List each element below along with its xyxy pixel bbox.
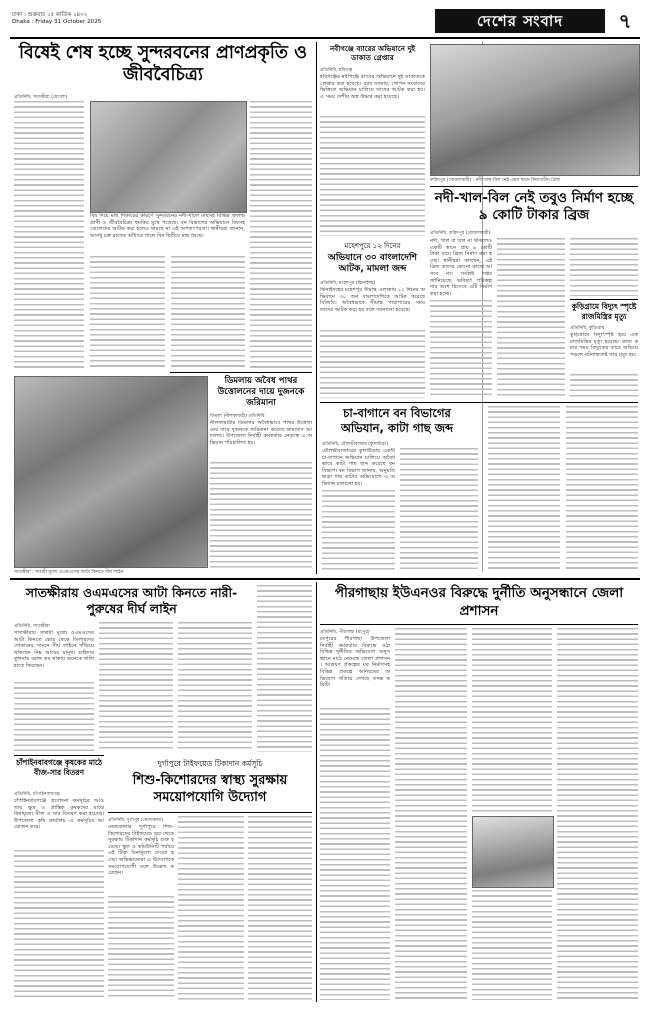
body-river-raid-more xyxy=(320,116,425,236)
body-oms-col2 xyxy=(99,622,173,752)
byline-sundarbans: প্রতিনিধি, সাতক্ষীরা (মোংলা) xyxy=(14,95,68,100)
body-tea-col2 xyxy=(400,448,478,570)
byline-satkhira-oms: প্রতিনিধি, সাতক্ষীরা xyxy=(14,624,50,629)
body-tea-col1 xyxy=(322,490,395,570)
body-chapai-more xyxy=(14,850,104,1000)
rule-pirgachha xyxy=(320,624,638,625)
body-chapai: চাঁপাইনবাবগঞ্জে প্রণোদনা কর্মসূচির আওতায় ক্ষুদ্র ও প্রান্তিক কৃষকদের মাঝে বিনামূল্যে বীজ ও সার বিতরণ করা হয়েছে। উপজেলা কৃষি কার্যালয় এ কর্মসূচির আয়োজন করে। xyxy=(14,798,104,831)
body-sundarbans-col4 xyxy=(250,101,312,369)
caption-bridge: ফরিদপুর (বোয়ালমারী) : নদী-খাল-বিল নেই এমন স্থানে নির্মাণাধীন ব্রিজ xyxy=(430,178,560,183)
byline-chapai: প্রতিনিধি, চাঁপাইনবাবগঞ্জ xyxy=(14,792,60,797)
headline-sundarbans: বিষেই শেষ হচ্ছে সুন্দরবনের প্রাণপ্রকৃতি ও জীববৈচিত্র্য xyxy=(18,43,307,85)
headline-river-raid: নবীগঞ্জে ব্যারের অভিযানে দুই ডাকাত গ্রেপ্তার xyxy=(329,44,416,62)
body-dimla-more xyxy=(210,462,312,570)
body-pir-col3b xyxy=(472,890,552,1000)
body-river-raid: হবিগঞ্জের নবীগঞ্জে র‍্যাবের অভিযানে দুই ডাকাতকে গ্রেপ্তার করা হয়েছে। র‍্যাব জানায়, গোপন সংবাদের ভিত্তিতে অভিযান চালিয়ে তাদের আটক করা হয়। এ সময় দেশীয় অস্ত্র উদ্ধার করা হয়েছে। xyxy=(320,74,425,100)
byline-dimla: ডিমলা (নীলফামারী) প্রতিনিধি xyxy=(210,414,265,419)
body-oms-col3 xyxy=(178,622,252,752)
kicker-typhoid: দুর্গাপুরে টাইফয়েড টিকাদান কর্মসূচি xyxy=(157,759,263,768)
body-pir-col1 xyxy=(320,708,390,1000)
body-satkhira-oms: সাতক্ষীরায় সাশ্রয়ী মূল্যে ওএমএসের আটা কিনতে ভোর থেকে ডিলারদের দোকানের সামনে দীর্ঘ লাইনে দাঁড়িয়ে থাকছেন নিম্ন আয়ের মানুষ। চাহিদার তুলনায় বরাদ্দ কম থাকায় অনেকে খালি হাতে ফিরছেন। xyxy=(14,630,94,669)
headline-electrocution: কুড়িগ্রামে বিদ্যুৎ স্পৃষ্টে রাজমিস্ত্রির মৃত্যু xyxy=(571,302,637,321)
rule-typhoid xyxy=(108,812,312,813)
body-sundarbans-col3 xyxy=(171,256,245,369)
byline-electrocution: প্রতিনিধি, কুড়িগ্রাম xyxy=(570,326,605,331)
headline-satkhira-oms: সাতক্ষীরায় ওএমএসের আটা কিনতে নারী-পুরুষের দীর্ঘ লাইন xyxy=(25,585,238,616)
body-sundarbans-col1 xyxy=(14,101,84,369)
body-mohespur: ঝিনাইদহের মহেশপুর সীমান্ত এলাকায় ১২ দিনের অভিযানে ৩০ জন বাংলাদেশিকে আটক করেছে বিজিবি। অবৈধভাবে সীমান্ত পারাপারের সময় তাদের আটক করা হয় বলে জানানো হয়েছে। xyxy=(320,287,425,313)
headline-mohespur: অভিযানে ৩০ বাংলাদেশি আটক, মামলা জব্দ xyxy=(328,253,417,274)
body-tea-garden: মৌলভীবাজারের কুলাউড়ায় একটি চা-বাগানে অভিযান চালিয়ে অবৈধভাবে কাটা গাছ জব্দ করেছে বন বিভাগ। বন বিভাগ জানায়, অনুমতি ছাড়া গাছ কাটার অভিযোগে এ অভিযান চালানো হয়। xyxy=(322,448,395,487)
rule-tea xyxy=(320,402,638,403)
masthead xyxy=(435,9,605,33)
body-bridge-col3 xyxy=(570,238,638,296)
rule-dimla xyxy=(170,372,312,373)
masthead-title: দেশের সংবাদ xyxy=(476,12,564,30)
byline-bridge: প্রতিনিধি, ফরিদপুর (বোয়ালমারী) xyxy=(430,231,491,236)
rule-electrocution xyxy=(570,299,638,300)
dateline-en: Dhaka : Friday 31 October 2025 xyxy=(12,19,102,25)
body-bridge-col2 xyxy=(497,238,565,398)
body-sundarbans-col2 xyxy=(90,256,165,369)
rule-chapai xyxy=(14,755,104,756)
page-number: ৭ xyxy=(618,9,632,33)
byline-pirgachha: প্রতিনিধি, পীরগাছা (রংপুর) xyxy=(320,630,370,635)
caption-oms: সাতক্ষীরা : সাশ্রয়ী মূল্যে ওএমএসের আটা কিনতে দীর্ঘ লাইন xyxy=(14,570,124,575)
body-electrocution-more xyxy=(570,374,638,398)
body-typhoid-col1 xyxy=(108,896,174,1000)
body-pirgachha: রংপুরের পীরগাছা উপজেলা নির্বাহী কর্মকর্তার বিরুদ্ধে ওঠা বিভিন্ন দুর্নীতির অভিযোগ অনুসন্ধানে মাঠে নেমেছে জেলা প্রশাসন। আশ্রয়ণ প্রকল্পের ঘর নির্মাণসহ বিভিন্ন প্রকল্পে অনিয়মের অভিযোগ খতিয়ে দেখছে তদন্ত কমিটি। xyxy=(320,636,390,689)
body-dimla: নীলফামারীর ডিমলায় অবৈধভাবে পাথর উত্তোলনের দায়ে দুজনকে জরিমানা করেছে ভ্রাম্যমাণ আদালত। উপজেলা নির্বাহী কর্মকর্তার নেতৃত্বে এ অভিযান পরিচালিত হয়। xyxy=(210,420,312,446)
headline-typhoid: শিশু-কিশোরদের স্বাস্থ্য সুরক্ষায় সময়োপযোগি উদ্যোগ xyxy=(132,773,288,805)
body-typhoid-col3 xyxy=(248,816,312,1000)
header-rule xyxy=(10,37,640,39)
rule-col-a xyxy=(316,42,317,574)
body-bridge-col1 xyxy=(430,300,492,398)
photo-bridge xyxy=(430,44,640,176)
headline-dimla: ডিমলায় অবৈধ পাথর উত্তোলনের দায়ে দুজনকে জরিমানা xyxy=(217,376,305,408)
photo-sundarbans xyxy=(90,101,247,213)
body-mohespur-more xyxy=(320,330,425,398)
body-sundarbans: বিষ দিয়ে মাছ শিকারের কারণে সুন্দরবনের নদী-খালে মাছসহ বিভিন্ন জলজ প্রাণী ও জীববৈচিত্র্য হুমকির মুখে পড়েছে। বন বিভাগের অভিযানে বিষসহ জেলেদের আটক করা হলেও থামছে না এই অপতৎপরতা। স্থানীয়রা জানান, অসাধু চক্র রাতের আঁধারে খালে বিষ ছিটিয়ে মাছ ধরছে। xyxy=(90,213,245,239)
body-tea-col3 xyxy=(488,406,560,570)
body-bridge: নদী, খাল বা বিল না থাকলেও একটি স্থানে প্রায় ৯ কোটি টাকা ব্যয়ে ব্রিজ নির্মাণ করা হচ্ছে। স্থানীয়রা বলছেন, এই ব্রিজ তাদের কোনো কাজে আসবে না। সংশ্লিষ্ট দপ্তর জানিয়েছে, ভবিষ্যৎ পরিকল্পনার অংশ হিসেবে এটি নির্মাণ করা হচ্ছে। xyxy=(430,238,492,297)
kicker-mohespur: মহেশপুরে ১২ দিনের xyxy=(344,242,401,250)
rule-mid xyxy=(10,578,640,580)
body-electrocution: কুড়িগ্রামে বিদ্যুৎস্পৃষ্ট হয়ে এক রাজমিস্ত্রির মৃত্যু হয়েছে। কাজ করার সময় বিদ্যুতের তারে জড়িয়ে পড়লে ঘটনাস্থলেই তার মৃত্যু হয়। xyxy=(570,332,638,358)
headline-chapai: চাঁপাইনবাবগঞ্জে কৃষকের মাঠে বীজ-সার বিতরণ xyxy=(16,758,102,777)
headline-pirgachha: পীরগাছায় ইউএনওর বিরুদ্ধে দুর্নীতি অনুসন্ধানে জেলা প্রশাসন xyxy=(334,585,624,619)
byline-typhoid: প্রতিনিধি, দুর্গাপুর (নেত্রকোনা) xyxy=(108,818,163,823)
body-oms-col1 xyxy=(14,682,94,752)
rule-bridge xyxy=(430,186,638,187)
body-tea-col4 xyxy=(566,406,638,570)
photo-oms-queue xyxy=(14,376,208,568)
dateline xyxy=(12,12,152,26)
photo-pirgachha-houses xyxy=(472,816,554,888)
byline-tea-garden: প্রতিনিধি, মৌলভীবাজার (কুলাউড়া) xyxy=(322,442,389,447)
body-typhoid-col2 xyxy=(178,816,244,1000)
headline-bridge: নদী-খাল-বিল নেই তবুও নির্মাণ হচ্ছে ৯ কোটি টাকার ব্রিজ xyxy=(434,190,634,223)
body-pir-col3 xyxy=(472,628,552,813)
byline-river-raid: প্রতিনিধি, হবিগঞ্জ xyxy=(320,68,353,73)
body-oms-col4 xyxy=(257,585,312,752)
body-pir-col4 xyxy=(557,628,638,1000)
body-typhoid: নেত্রকোনার দুর্গাপুরে শিশু-কিশোরদের টাইফয়েড জ্বর থেকে সুরক্ষায় টিকাদান কর্মসূচি শুরু হয়েছে। স্কুল ও কমিউনিটি পর্যায়ে এই টিকা বিনামূল্যে দেওয়া হচ্ছে। অভিভাবকরা এ উদ্যোগকে সময়োপযোগী বলে উল্লেখ করেছেন। xyxy=(108,824,174,877)
headline-tea-garden: চা-বাগানে বন বিভাগের অভিযান, কাটা গাছ জব্দ xyxy=(340,406,454,435)
dateline-bn: ঢাকা : শুক্রবার ১৫ কার্তিক ১৪৩২ xyxy=(12,12,88,18)
rule-col-c xyxy=(316,582,317,1002)
byline-mohespur: প্রতিনিধি, মহেশপুর (ঝিনাইদহ) xyxy=(320,281,376,286)
body-pir-col2 xyxy=(395,628,467,1000)
